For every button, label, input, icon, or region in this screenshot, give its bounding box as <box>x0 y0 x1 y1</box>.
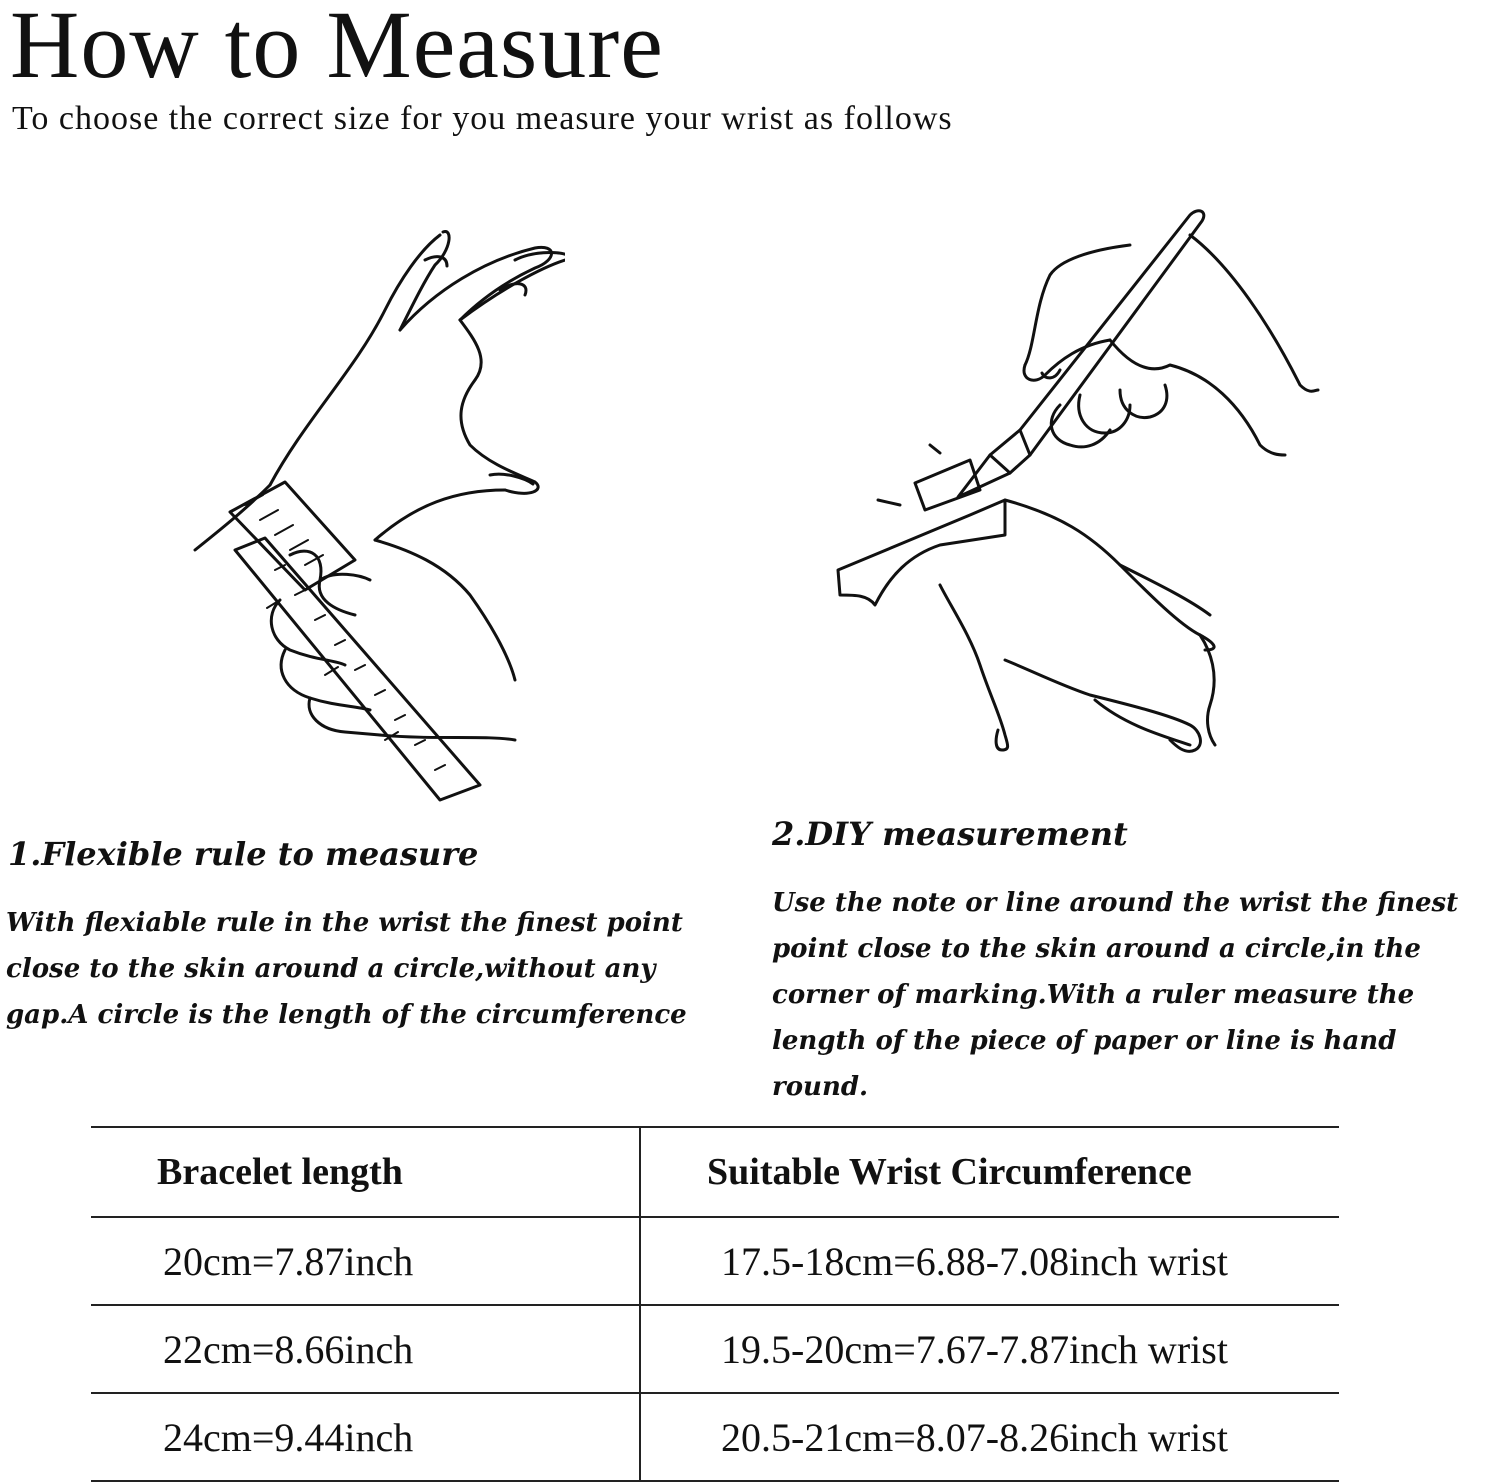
method2-heading: 2.DIY measurement <box>772 815 1128 853</box>
table-row <box>91 1305 1339 1393</box>
page-title: How to Measure <box>10 0 664 98</box>
method2-line: length of the piece of paper or line is hand round. <box>772 1026 1397 1102</box>
bracelet-length-cell: 20cm=7.87inch <box>91 1217 640 1305</box>
column-header-wrist-circumference: Suitable Wrist Circumference <box>640 1127 1339 1217</box>
table-row <box>91 1217 1339 1305</box>
method1-line: With flexiable rule in the wrist the finest point <box>6 908 683 938</box>
table-row <box>91 1393 1339 1481</box>
bracelet-length-cell: 22cm=8.66inch <box>91 1305 640 1393</box>
flexible-tape-measure-wrist-drawing <box>185 220 565 820</box>
table-header-row <box>91 1127 1339 1217</box>
method2-description <box>772 880 1500 1110</box>
method1-line: gap.A circle is the length of the circumference <box>6 1000 687 1030</box>
method1-heading: 1.Flexible rule to measure <box>8 835 479 873</box>
bracelet-length-cell: 24cm=9.44inch <box>91 1393 640 1481</box>
method2-line: point close to the skin around a circle,in the <box>772 934 1421 964</box>
wrist-circumference-cell: 17.5-18cm=6.88-7.08inch wrist <box>640 1217 1339 1305</box>
method2-line: Use the note or line around the wrist the finest <box>772 888 1459 918</box>
size-table <box>91 1126 1339 1482</box>
page-subtitle: To choose the correct size for you measure your wrist as follows <box>12 100 953 137</box>
wrist-circumference-cell: 20.5-21cm=8.07-8.26inch wrist <box>640 1393 1339 1481</box>
method2-line: corner of marking.With a ruler measure the <box>772 980 1415 1010</box>
wrist-circumference-cell: 19.5-20cm=7.67-7.87inch wrist <box>640 1305 1339 1393</box>
method1-description <box>6 900 687 1038</box>
column-header-bracelet-length: Bracelet length <box>91 1127 640 1217</box>
diy-paper-strip-wrist-drawing <box>830 205 1330 775</box>
method1-line: close to the skin around a circle,without any <box>6 954 656 984</box>
